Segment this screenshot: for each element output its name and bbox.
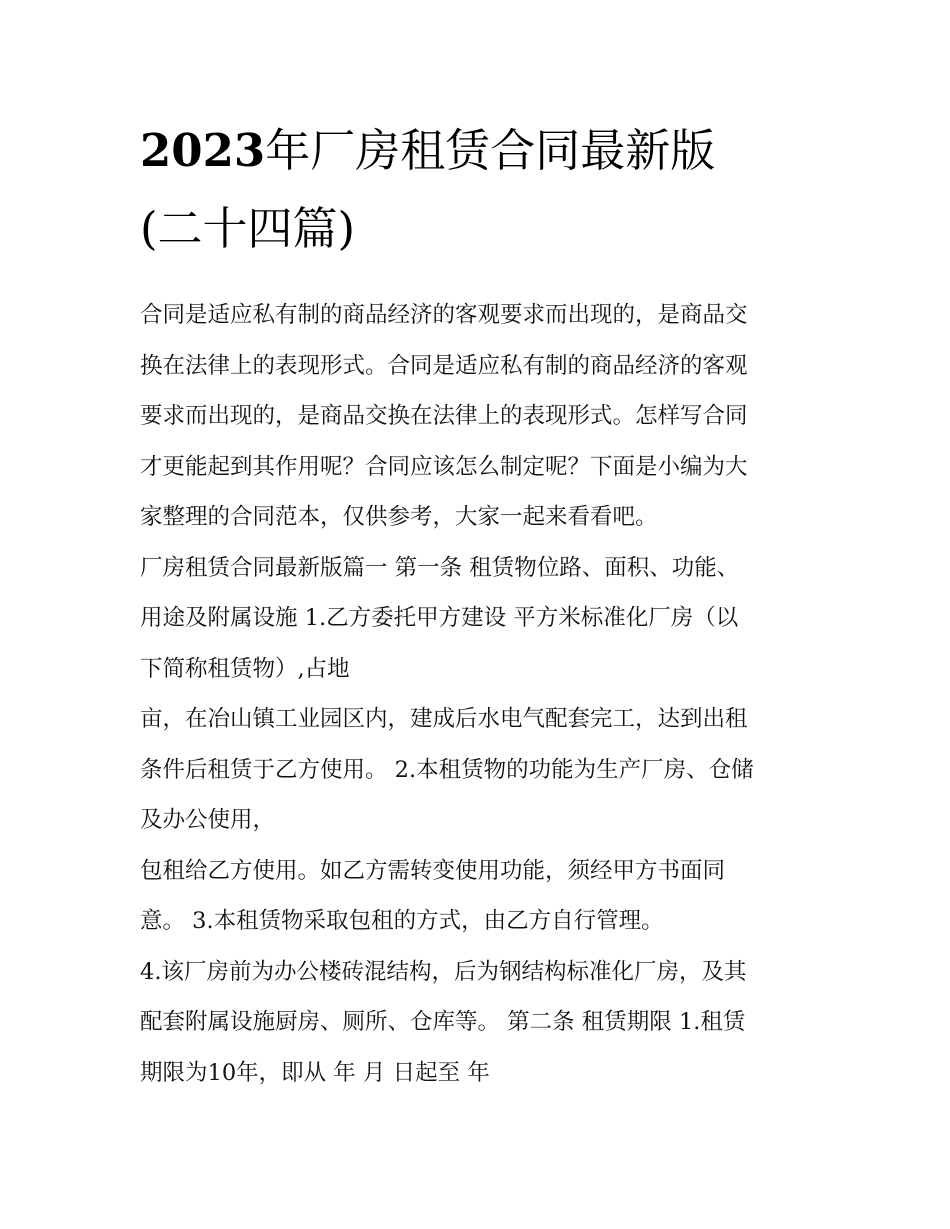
body-line: 条件后租赁于乙方使用。 2.本租赁物的功能为生产厂房、仓储	[140, 756, 754, 783]
title-year: 2023	[140, 124, 266, 177]
body-line: 包租给乙方使用。如乙方需转变使用功能，须经甲方书面同	[140, 857, 726, 884]
document-body	[140, 290, 812, 1098]
document-page	[140, 112, 812, 1098]
body-line: 配套附属设施厨房、厕所、仓库等。 第二条 租赁期限 1.租赁	[140, 1009, 746, 1035]
title-text: 年厂房租赁合同最新版	[265, 124, 716, 177]
body-line: 期限为10年，即从 年 月 日起至 年	[140, 1059, 490, 1086]
document-title	[140, 112, 812, 268]
body-line: 及办公使用，	[140, 807, 276, 833]
body-line: 亩，在冶山镇工业园区内，建成后水电气配套完工，达到出租	[140, 706, 748, 732]
body-line: 换在法律上的表现形式。合同是适应私有制的商品经济的客观	[140, 352, 748, 379]
body-line: 意。 3.本租赁物采取包租的方式，由乙方自行管理。	[140, 908, 664, 934]
body-line: 合同是适应私有制的商品经济的客观要求而出现的，是商品交	[140, 302, 748, 328]
body-line: 下简称租赁物）,占地	[140, 655, 350, 682]
body-line: 用途及附属设施 1.乙方委托甲方建设 平方米标准化厂房（以	[140, 605, 739, 631]
body-line: 才更能起到其作用呢？合同应该怎么制定呢？下面是小编为大	[140, 453, 748, 480]
body-line: 4.该厂房前为办公楼砖混结构，后为钢结构标准化厂房，及其	[140, 958, 747, 985]
title-subtitle: (二十四篇)	[140, 202, 356, 255]
body-line: 家整理的合同范本，仅供参考，大家一起来看看吧。	[140, 504, 658, 530]
body-line: 厂房租赁合同最新版篇一 第一条 租赁物位路、面积、功能、	[140, 554, 740, 581]
body-line: 要求而出现的，是商品交换在法律上的表现形式。怎样写合同	[140, 403, 748, 429]
